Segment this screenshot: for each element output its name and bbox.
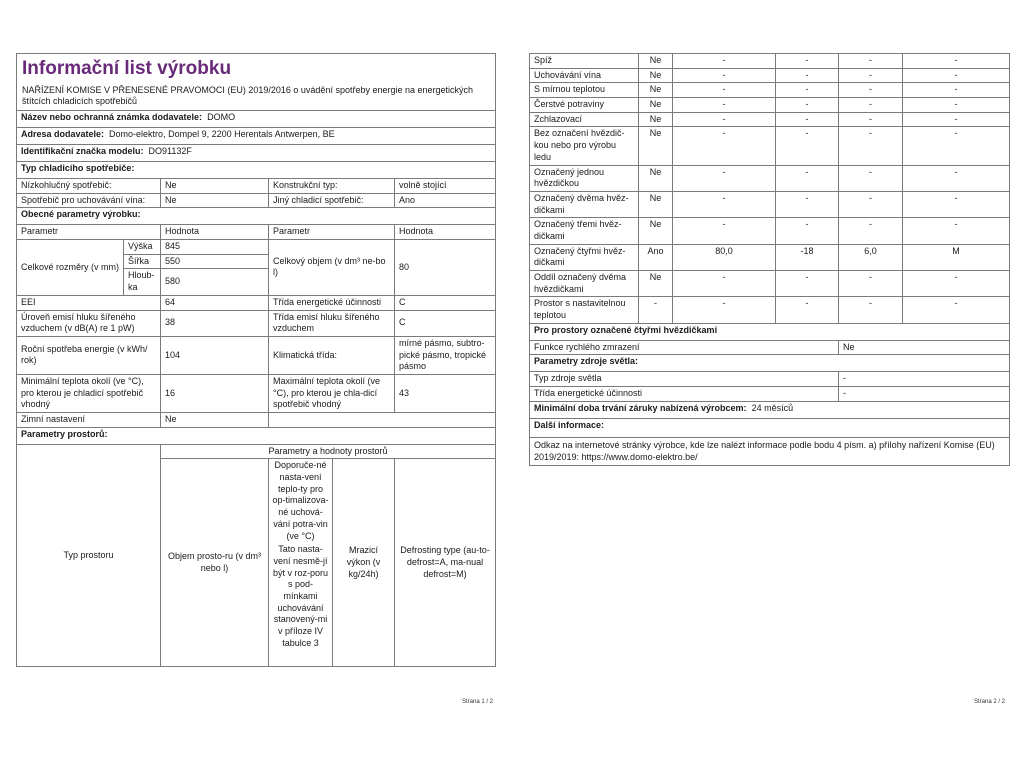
compartment-row — [530, 127, 1010, 165]
column-header: Hodnota — [395, 225, 496, 240]
compartment-present: Ne — [639, 271, 673, 297]
type-key: Konstrukční typ: — [269, 179, 395, 194]
comp-volume-header: Objem prosto-ru (v dm³ nebo l) — [161, 459, 269, 667]
compartment-freeze-capacity: - — [839, 54, 903, 69]
light-row — [530, 372, 1010, 387]
type-key: Nízkohlučný spotřebič: — [17, 179, 161, 194]
compartment-row — [530, 244, 1010, 270]
light-label: Typ zdroje světla — [530, 372, 839, 387]
comp-type-header: Typ prostoru — [17, 444, 161, 667]
compartment-temperature: - — [776, 297, 839, 323]
comp-temp-recommendation: Doporuče-né nasta-vení teplo-ty pro op-timalizova-né uchová-vání potra-vin (ve °C) — [272, 460, 329, 541]
compartment-present: Ne — [639, 165, 673, 191]
compartment-present: Ne — [639, 98, 673, 113]
warranty-row — [530, 401, 1010, 418]
compartment-defrost-type: - — [903, 165, 1010, 191]
general-row — [17, 295, 496, 310]
compartment-volume: - — [673, 218, 776, 244]
depth-label: Hloub-ka — [124, 269, 161, 295]
fast-freeze-label: Funkce rychlého zmrazení — [530, 340, 839, 355]
compartment-present: Ne — [639, 112, 673, 127]
compartment-present: Ne — [639, 68, 673, 83]
compartment-name: Označený třemi hvěz-dičkami — [530, 218, 639, 244]
fast-freeze-value: Ne — [839, 340, 1010, 355]
document-title: Informační list výrobku — [22, 58, 232, 79]
width-value: 550 — [161, 254, 269, 269]
winter-row — [17, 413, 496, 428]
compartment-volume: - — [673, 54, 776, 69]
compartment-defrost-type: - — [903, 218, 1010, 244]
compartment-present: Ne — [639, 54, 673, 69]
four-star-heading: Pro prostory označené čtyřmi hvězdičkami — [530, 323, 1010, 340]
general-heading: Obecné parametry výrobku: — [17, 208, 496, 225]
param-key: EEI — [17, 295, 161, 310]
compartment-row — [530, 68, 1010, 83]
param-key: Třída emisí hluku šířeného vzduchem — [269, 310, 395, 336]
type-value: Ano — [395, 193, 496, 208]
compartment-name: Zchlazovací — [530, 112, 639, 127]
param-key: Roční spotřeba energie (v kWh/ rok) — [17, 336, 161, 374]
compartment-row — [530, 98, 1010, 113]
compartment-row — [530, 112, 1010, 127]
width-label: Šířka — [124, 254, 161, 269]
compartment-name: Označený jednou hvězdičkou — [530, 165, 639, 191]
more-info-text: Odkaz na internetové stránky výrobce, kde lze nalézt informace podle bodu 4 písm. a) přílohy nařízení Komise (EU) 2019/2019: https://www.domo-elektro.be/ — [530, 437, 1010, 465]
general-row — [17, 310, 496, 336]
type-row — [17, 179, 496, 194]
compartment-present: Ne — [639, 83, 673, 98]
compartment-name: Prostor s nastavitelnou teplotou — [530, 297, 639, 323]
regulation-text: NAŘÍZENÍ KOMISE V PŘENESENÉ PRAVOMOCI (EU) 2019/2016 o uvádění spotřeby energie na energetických štítcích chladicích spotřebičů — [22, 84, 474, 107]
param-value: 43 — [395, 374, 496, 412]
compartment-defrost-type: - — [903, 83, 1010, 98]
compartment-volume: 80,0 — [673, 244, 776, 270]
compartment-defrost-type: - — [903, 112, 1010, 127]
comp-group-header: Parametry a hodnoty prostorů — [161, 444, 496, 459]
compartment-name: Označený čtyřmi hvěz-dičkami — [530, 244, 639, 270]
product-info-table — [16, 53, 496, 667]
compartment-name: Bez označení hvězdič-kou nebo pro výrobu ledu — [530, 127, 639, 165]
compartment-freeze-capacity: - — [839, 271, 903, 297]
type-value: Ne — [161, 179, 269, 194]
light-value: - — [839, 372, 1010, 387]
compartment-temperature: - — [776, 54, 839, 69]
compartment-volume: - — [673, 127, 776, 165]
param-key: Klimatická třída: — [269, 336, 395, 374]
compartment-temperature: - — [776, 98, 839, 113]
type-value: volně stojící — [395, 179, 496, 194]
param-value: C — [395, 310, 496, 336]
column-header: Parametr — [17, 225, 161, 240]
compartment-defrost-type: - — [903, 271, 1010, 297]
compartment-defrost-type: - — [903, 54, 1010, 69]
compartment-row — [530, 218, 1010, 244]
height-value: 845 — [161, 240, 269, 255]
compartment-freeze-capacity: - — [839, 297, 903, 323]
compartment-temperature: - — [776, 112, 839, 127]
fast-freeze-row — [530, 340, 1010, 355]
param-key: Třída energetické účinnosti — [269, 295, 395, 310]
compartment-freeze-capacity: - — [839, 165, 903, 191]
compartment-defrost-type: - — [903, 297, 1010, 323]
compartment-freeze-capacity: - — [839, 218, 903, 244]
compartment-name: S mírnou teplotou — [530, 83, 639, 98]
volume-value: 80 — [395, 240, 496, 296]
address-row — [17, 128, 496, 145]
light-heading: Parametry zdroje světla: — [530, 355, 1010, 372]
type-key: Spotřebič pro uchovávání vína: — [17, 193, 161, 208]
compartment-row — [530, 271, 1010, 297]
compartment-defrost-type: - — [903, 98, 1010, 113]
column-header: Parametr — [269, 225, 395, 240]
light-label: Třída energetické účinnosti — [530, 387, 839, 402]
model-label: Identifikační značka modelu: — [21, 146, 144, 157]
more-info-heading: Další informace: — [530, 418, 1010, 437]
address-value: Domo-elektro, Dompel 9, 2200 Herentals Antwerpen, BE — [109, 129, 335, 140]
model-value: DO91132F — [148, 146, 192, 157]
compartment-defrost-type: - — [903, 191, 1010, 217]
dimensions-row — [17, 240, 496, 255]
param-value: 104 — [161, 336, 269, 374]
compartments-heading: Parametry prostorů: — [17, 427, 496, 444]
compartment-temperature: - — [776, 68, 839, 83]
compartment-freeze-capacity: - — [839, 191, 903, 217]
param-value: 38 — [161, 310, 269, 336]
compartment-freeze-capacity: 6,0 — [839, 244, 903, 270]
param-value: 64 — [161, 295, 269, 310]
compartment-name: Označený dvěma hvěz-dičkami — [530, 191, 639, 217]
compartment-present: - — [639, 297, 673, 323]
compartment-freeze-capacity: - — [839, 127, 903, 165]
compartment-volume: - — [673, 112, 776, 127]
compartment-header-row — [17, 444, 496, 459]
compartment-name: Uchovávání vína — [530, 68, 639, 83]
compartment-defrost-type: - — [903, 68, 1010, 83]
compartment-temperature: -18 — [776, 244, 839, 270]
compartment-defrost-type: M — [903, 244, 1010, 270]
compartment-present: Ano — [639, 244, 673, 270]
param-key: Minimální teplota okolí (ve °C), pro kterou je chladicí spotřebič vhodný — [17, 374, 161, 412]
column-header: Hodnota — [161, 225, 269, 240]
volume-label: Celkový objem (v dm³ ne-bo l) — [269, 240, 395, 296]
address-label: Adresa dodavatele: — [21, 129, 105, 140]
comp-defrost-header: Defrosting type (au-to-defrost=A, ma-nual defrost=M) — [395, 459, 496, 667]
type-value: Ne — [161, 193, 269, 208]
type-row — [17, 193, 496, 208]
param-key: Úroveň emisí hluku šířeného vzduchem (v dB(A) re 1 pW) — [17, 310, 161, 336]
compartment-temperature: - — [776, 165, 839, 191]
compartment-volume: - — [673, 165, 776, 191]
warranty-label: Minimální doba trvání záruky nabízená výrobcem: — [534, 402, 747, 413]
param-value: C — [395, 295, 496, 310]
compartment-volume: - — [673, 68, 776, 83]
compartment-volume: - — [673, 191, 776, 217]
compartment-volume: - — [673, 297, 776, 323]
param-key: Maximální teplota okolí (ve °C), pro kterou je chla-dicí spotřebič vhodný — [269, 374, 395, 412]
supplier-label: Název nebo ochranná známka dodavatele: — [21, 112, 203, 123]
compartment-present: Ne — [639, 218, 673, 244]
compartment-row — [530, 297, 1010, 323]
compartment-temperature: - — [776, 218, 839, 244]
compartment-freeze-capacity: - — [839, 83, 903, 98]
compartment-present: Ne — [639, 127, 673, 165]
param-value: 16 — [161, 374, 269, 412]
compartment-volume: - — [673, 98, 776, 113]
compartment-volume: - — [673, 271, 776, 297]
general-row — [17, 374, 496, 412]
page-number-2: Strana 2 / 2 — [974, 699, 1006, 705]
depth-value: 580 — [161, 269, 269, 295]
general-row — [17, 336, 496, 374]
page-2 — [529, 53, 1009, 466]
supplier-row — [17, 111, 496, 128]
compartment-temperature: - — [776, 83, 839, 98]
height-label: Výška — [124, 240, 161, 255]
compartment-freeze-capacity: - — [839, 98, 903, 113]
supplier-value: DOMO — [207, 112, 236, 123]
compartment-row — [530, 191, 1010, 217]
compartment-temperature: - — [776, 271, 839, 297]
page-number-1: Strana 1 / 2 — [462, 699, 494, 705]
comp-temp-header — [269, 459, 333, 667]
warranty-value: 24 měsíců — [751, 402, 794, 413]
winter-label: Zimní nastavení — [17, 413, 161, 428]
page-1 — [16, 53, 495, 667]
compartment-volume: - — [673, 83, 776, 98]
compartment-temperature: - — [776, 127, 839, 165]
compartment-freeze-capacity: - — [839, 112, 903, 127]
general-header-row — [17, 225, 496, 240]
compartment-name: Čerstvé potraviny — [530, 98, 639, 113]
compartment-freeze-capacity: - — [839, 68, 903, 83]
compartment-row — [530, 165, 1010, 191]
comp-temp-note: Tato nasta-vení nesmě-jí být v roz-poru s pod-mínkami uchovávání stanovený-mi v příloze IV tabulce 3 — [272, 544, 329, 648]
light-row — [530, 387, 1010, 402]
model-row — [17, 145, 496, 162]
compartment-present: Ne — [639, 191, 673, 217]
type-key: Jiný chladicí spotřebič: — [269, 193, 395, 208]
compartments-table — [529, 53, 1010, 466]
winter-value: Ne — [161, 413, 269, 428]
compartment-temperature: - — [776, 191, 839, 217]
light-value: - — [839, 387, 1010, 402]
title-block — [17, 54, 496, 111]
compartment-row — [530, 83, 1010, 98]
compartment-name: Spíž — [530, 54, 639, 69]
compartment-defrost-type: - — [903, 127, 1010, 165]
dimensions-label: Celkové rozměry (v mm) — [17, 240, 124, 296]
compartment-name: Oddíl označený dvěma hvězdičkami — [530, 271, 639, 297]
type-heading: Typ chladicího spotřebiče: — [17, 162, 496, 179]
comp-freeze-header: Mrazicí výkon (v kg/24h) — [333, 459, 395, 667]
param-value: mírné pásmo, subtro-pické pásmo, tropické pásmo — [395, 336, 496, 374]
compartment-row — [530, 54, 1010, 69]
